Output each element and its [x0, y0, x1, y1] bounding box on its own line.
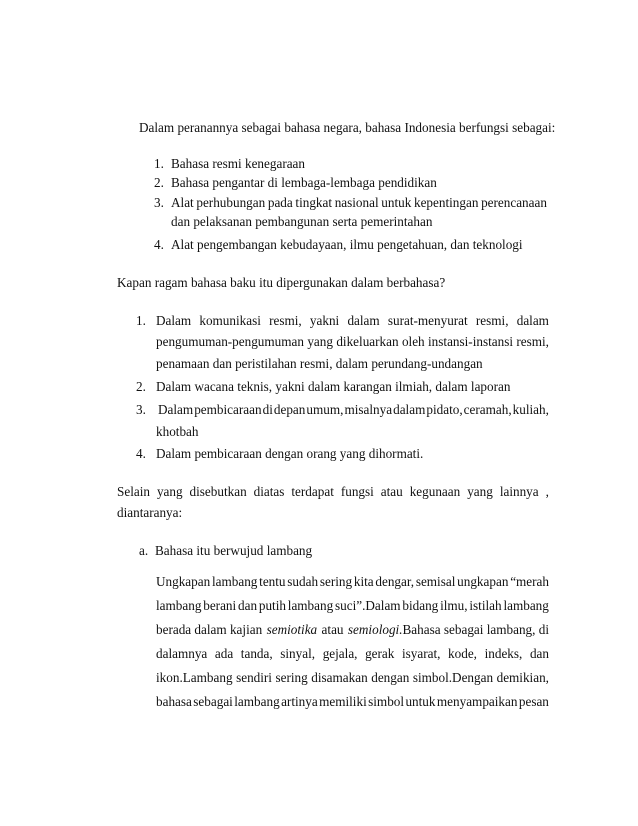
word: pidato,	[426, 402, 463, 417]
justified-line	[156, 670, 549, 686]
list2-item-line	[158, 402, 549, 418]
intro-sentence: Dalam peranannya sebagai bahasa negara, bahasa Indonesia berfungsi sebagai:	[139, 120, 556, 135]
word: disamakan	[311, 670, 368, 685]
list1-item: Bahasa resmi kenegaraan	[171, 156, 306, 171]
justified-line	[156, 622, 549, 638]
word: terdapat	[291, 484, 334, 499]
word: ceramah,	[463, 402, 512, 417]
list2-number: 2.	[136, 379, 146, 394]
text-run: berada dalam kajian	[156, 622, 263, 637]
justified-line	[156, 694, 549, 710]
list2-item-line: penamaan dan peristilahan resmi, dalam perundang-undangan	[156, 356, 483, 371]
word: lambang	[287, 598, 334, 613]
sub-title: Bahasa itu berwujud lambang	[155, 543, 313, 558]
word: memiliki	[319, 694, 367, 709]
word: gejala,	[322, 646, 358, 661]
word: istilah	[469, 598, 502, 613]
word: “merah	[510, 574, 549, 589]
word: ikon.Lambang	[156, 670, 233, 685]
list1-item	[171, 195, 547, 211]
word: dalamnya	[156, 646, 208, 661]
word: tentu	[259, 574, 286, 589]
sub-label: a.	[139, 543, 149, 558]
paragraph-line	[156, 670, 549, 686]
word: perencanaan	[481, 195, 547, 210]
word: nasional	[334, 195, 379, 210]
word: Ungkapan	[156, 574, 211, 589]
word: kuliah,	[512, 402, 549, 417]
word: Alat	[171, 195, 194, 210]
list1-number: 4.	[154, 237, 164, 252]
word: dalam	[516, 313, 549, 328]
word: ada	[214, 646, 234, 661]
word: pengumuman-pengumuman	[156, 334, 304, 349]
word: surat-menyurat	[387, 313, 468, 328]
list2-number: 3.	[136, 402, 146, 417]
list2-item-line: Dalam wacana teknis, yakni dalam karangan ilmiah, dalam laporan	[156, 379, 511, 394]
list1-item: Alat pengembangan kebudayaan, ilmu pengetahuan, dan teknologi	[171, 237, 523, 252]
list2-item-line	[156, 334, 549, 350]
list1-number: 3.	[154, 195, 164, 210]
justified-line	[158, 402, 549, 418]
word: tingkat	[295, 195, 333, 210]
word: bidang	[402, 598, 439, 613]
word: menyampaikan	[436, 694, 518, 709]
word: pesan	[518, 694, 549, 709]
word: depan	[273, 402, 306, 417]
word: dalam	[347, 313, 380, 328]
list2-number: 1.	[136, 313, 146, 328]
justified-line	[156, 313, 549, 329]
word: semisal	[415, 574, 456, 589]
justified-line	[156, 598, 549, 614]
word: kita	[353, 574, 374, 589]
list1-item-continuation: dan pelaksanan pembangunan serta pemerintahan	[171, 214, 433, 229]
word: diatas	[253, 484, 285, 499]
word: putih	[258, 598, 286, 613]
word: yang	[156, 484, 183, 499]
selain-paragraph-line: diantaranya:	[117, 505, 183, 520]
list1-item: Bahasa pengantar di lembaga-lembaga pendidikan	[171, 175, 437, 190]
paragraph-line	[156, 622, 549, 638]
word: resmi,	[516, 334, 549, 349]
text-run	[348, 622, 549, 638]
list2-item-line	[156, 313, 549, 329]
word: perhubungan	[196, 195, 266, 210]
word: Selain	[117, 484, 150, 499]
justified-line	[156, 646, 549, 662]
word: sebagai	[193, 694, 233, 709]
word: simbol	[368, 694, 405, 709]
word: yakni	[309, 313, 340, 328]
word: lambang	[211, 574, 258, 589]
justified-line	[117, 484, 549, 500]
italic-term: semiotika	[266, 622, 318, 637]
list1-number: 1.	[154, 156, 164, 171]
word: misalnya	[344, 402, 393, 417]
word: yang	[307, 334, 333, 349]
word: dan	[529, 646, 549, 661]
word: kepentingan	[413, 195, 479, 210]
word: ungkapan	[457, 574, 509, 589]
word: Dalam	[158, 402, 194, 417]
word: yang	[467, 484, 493, 499]
list2-item-line: khotbah	[156, 424, 199, 439]
word: bahasa	[156, 694, 192, 709]
word: ilmu,	[440, 598, 468, 613]
word: fungsi	[340, 484, 374, 499]
paragraph-line	[156, 574, 549, 590]
word: oleh	[401, 334, 425, 349]
word: umum,	[306, 402, 344, 417]
text-run: Bahasa sebagai lambang, di	[402, 622, 549, 637]
word: ,	[545, 484, 549, 499]
word: lambang	[503, 598, 549, 613]
word: artinya	[281, 694, 318, 709]
word: dengan	[371, 670, 410, 685]
text-run: atau	[321, 622, 344, 637]
word: sering	[319, 574, 353, 589]
word: lambang	[156, 598, 202, 613]
word: dengar,	[375, 574, 415, 589]
word: Dalam	[156, 313, 192, 328]
word: dalam	[393, 402, 426, 417]
word: gerak	[365, 646, 395, 661]
word: lambang	[234, 694, 280, 709]
selain-paragraph-line	[117, 484, 549, 500]
word: sendiri	[236, 670, 272, 685]
paragraph-line	[156, 646, 549, 662]
word: isyarat,	[401, 646, 441, 661]
list1-number: 2.	[154, 175, 164, 190]
paragraph-line	[156, 694, 549, 710]
list2-item-line: Dalam pembicaraan dengan orang yang dihormati.	[156, 446, 424, 461]
word: demikian,	[496, 670, 549, 685]
word: indeks,	[484, 646, 523, 661]
word: untuk	[381, 195, 412, 210]
word: sudah	[287, 574, 319, 589]
word: di	[262, 402, 273, 417]
word: berani	[203, 598, 237, 613]
word: lainnya	[499, 484, 539, 499]
word: pada	[267, 195, 293, 210]
paragraph-line	[156, 598, 549, 614]
word: disebutkan	[189, 484, 247, 499]
word: kode,	[448, 646, 477, 661]
word: atau	[380, 484, 403, 499]
word: resmi,	[269, 313, 302, 328]
justified-line	[156, 574, 549, 590]
word: simbol.Dengan	[412, 670, 494, 685]
list1-item-line	[171, 195, 547, 211]
word: suci”.Dalam	[335, 598, 401, 613]
word: dikeluarkan	[336, 334, 399, 349]
word: komunikasi	[199, 313, 261, 328]
justified-line	[156, 334, 549, 350]
word: kegunaan	[409, 484, 461, 499]
word: untuk	[405, 694, 436, 709]
word: sinyal,	[280, 646, 316, 661]
question-sentence: Kapan ragam bahasa baku itu dipergunakan dalam berbahasa?	[117, 275, 446, 290]
word: pembicaraan	[194, 402, 262, 417]
italic-term: semiologi.	[347, 622, 403, 637]
word: dan	[238, 598, 258, 613]
word: tanda,	[240, 646, 273, 661]
word: sering	[275, 670, 308, 685]
list2-number: 4.	[136, 446, 146, 461]
word: resmi,	[475, 313, 509, 328]
word: instansi-instansi	[428, 334, 514, 349]
